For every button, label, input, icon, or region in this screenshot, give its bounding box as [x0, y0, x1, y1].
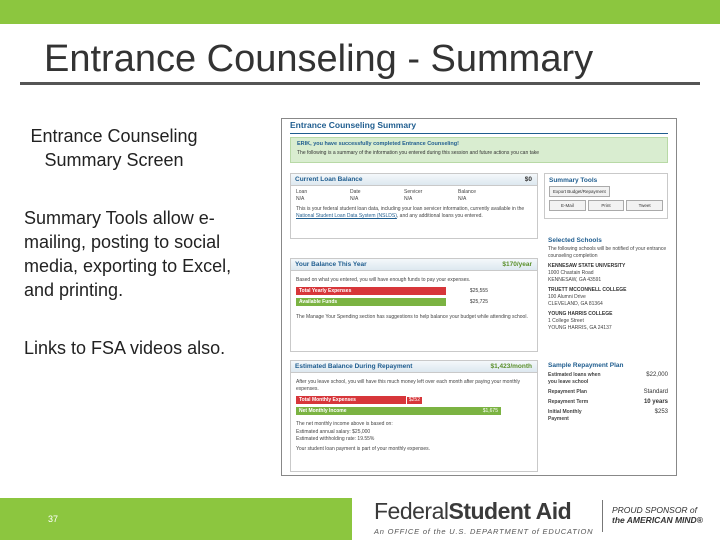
school-address: 1000 Chastain Road — [548, 270, 594, 276]
school-entry — [548, 263, 668, 284]
plan-value: $22,000 — [646, 372, 668, 378]
loan-note — [296, 206, 532, 220]
summary-screenshot — [281, 118, 677, 476]
current-loan-value: $0 — [524, 176, 532, 183]
current-loan-heading — [291, 174, 537, 186]
fsa-logo-light: Federal — [374, 498, 449, 524]
loan-col-header: Balance — [458, 189, 477, 195]
monthly-expenses-label: Total Monthly Expenses — [299, 397, 356, 403]
loan-table-header — [296, 189, 532, 196]
school-name: YOUNG HARRIS COLLEGE — [548, 311, 613, 317]
estimated-salary: Estimated annual salary: $25,000 — [296, 429, 371, 435]
nslds-link[interactable]: National Student Loan Data System (NSLDS) — [296, 213, 397, 219]
selected-schools-heading: Selected Schools — [548, 237, 602, 244]
sponsor-tagline — [612, 505, 716, 525]
plan-row — [548, 389, 668, 396]
loan-note-end: , and any additional loans you entered. — [396, 213, 483, 219]
print-button[interactable]: Print — [588, 200, 625, 211]
loan-payment-note: Your student loan payment is part of your monthly expenses. — [296, 446, 431, 452]
net-income-basis: The net monthly income above is based on: — [296, 421, 393, 427]
summary-page-title: Entrance Counseling Summary — [290, 120, 417, 130]
export-budget-button[interactable]: Export Budget/Repayment — [549, 186, 610, 197]
plan-value: Standard — [643, 389, 668, 395]
school-entry — [548, 287, 668, 308]
plan-label: Repayment Term — [548, 399, 589, 405]
net-income-bar — [296, 407, 501, 415]
fsa-logo-name — [374, 498, 594, 525]
balance-year-heading — [291, 259, 537, 271]
plan-row — [548, 409, 668, 423]
congratulations-banner — [290, 137, 668, 163]
monthly-expenses-bar — [296, 396, 420, 404]
plan-label: Repayment Plan — [548, 389, 587, 395]
school-entry — [548, 311, 668, 332]
manage-spending-note: The Manage Your Spending section has suggestions to help balance your budget while attending school. — [296, 314, 528, 320]
loan-col-header: Date — [350, 189, 361, 195]
available-funds-label: Available Funds — [299, 299, 338, 305]
share-tools-row — [549, 200, 663, 211]
withholding-rate: Estimated withholding rate: 19.55% — [296, 436, 375, 442]
sample-repayment-plan-section — [548, 362, 668, 423]
estimated-balance-value: $1,423/month — [490, 363, 532, 370]
email-button[interactable]: E-Mail — [549, 200, 586, 211]
tweet-button[interactable]: Tweet — [626, 200, 663, 211]
sponsor-line-2: the AMERICAN MIND® — [612, 515, 703, 525]
balance-year-value: $170/year — [502, 261, 532, 268]
congrats-line-2: The following is a summary of the information you entered during this session and future actions you can take — [297, 150, 540, 156]
left-paragraph-2: Summary Tools allow e-mailing, posting to social media, exporting to Excel, and printing. — [24, 208, 232, 300]
plan-value: $253 — [654, 409, 668, 415]
logo-divider — [602, 500, 603, 532]
school-address: 100 Alumni Drive — [548, 294, 586, 300]
loan-col-header: Loan — [296, 189, 308, 195]
school-address: CLEVELAND, GA 81364 — [548, 301, 603, 307]
fsa-logo-bold: Student Aid — [448, 498, 572, 524]
yearly-expenses-label: Total Yearly Expenses — [299, 288, 352, 294]
loan-note-text: This is your federal student loan data, including your loan servicer information, currently available in the — [296, 206, 525, 212]
left-paragraph-3: Links to FSA videos also. — [24, 338, 226, 358]
estimated-balance-heading — [291, 361, 537, 373]
yearly-expenses-bar — [296, 287, 488, 295]
loan-col-header: Servicer — [404, 189, 423, 195]
school-name: KENNESAW STATE UNIVERSITY — [548, 263, 626, 269]
plan-row — [548, 399, 668, 406]
net-income-value: $1,675 — [482, 408, 498, 414]
plan-label: Initial Monthly Payment — [548, 409, 582, 422]
fsa-logo-subtitle: An OFFICE of the U.S. DEPARTMENT of EDUCATION — [374, 527, 594, 536]
school-address: 1 College Street — [548, 318, 584, 324]
title-underline — [20, 82, 700, 85]
current-loan-heading-text: Current Loan Balance — [295, 176, 363, 183]
available-funds-value: $25,725 — [469, 299, 488, 305]
slide-title: Entrance Counseling - Summary — [44, 38, 594, 80]
available-funds-bar — [296, 298, 488, 306]
yearly-expenses-value: $25,555 — [469, 288, 488, 294]
balance-year-heading-text: Your Balance This Year — [295, 261, 367, 268]
school-name: TRUETT MCCONNELL COLLEGE — [548, 287, 627, 293]
repayment-plan-heading: Sample Repayment Plan — [548, 362, 624, 369]
school-address: YOUNG HARRIS, GA 24137 — [548, 325, 612, 331]
left-text-column — [24, 124, 248, 360]
balance-this-year-panel — [290, 258, 538, 352]
sponsor-line-1: PROUD SPONSOR of — [612, 505, 698, 515]
balance-year-note: Based on what you entered, you will have enough funds to pay your expenses. — [296, 277, 471, 283]
estimated-balance-heading-text: Estimated Balance During Repayment — [295, 363, 413, 370]
monthly-expenses-value: $252 — [408, 397, 420, 403]
loan-cell: N/A — [458, 196, 467, 202]
summary-tools-panel — [544, 173, 668, 219]
loan-cell: N/A — [350, 196, 359, 202]
net-income-label: Net Monthly Income — [299, 408, 347, 414]
plan-value: 10 years — [643, 399, 668, 405]
plan-row — [548, 372, 668, 386]
selected-schools-note: The following schools will be notified of your entrance counseling completion — [548, 246, 667, 259]
federal-student-aid-logo — [374, 498, 594, 538]
plan-label: Estimated loans when you leave school — [548, 372, 601, 385]
current-loan-balance-panel — [290, 173, 538, 239]
loan-table-row — [296, 196, 532, 203]
left-paragraph-1: Entrance Counseling Summary Screen — [30, 126, 198, 170]
estimated-balance-note: After you leave school, you will have this much money left over each month after paying your monthly expenses. — [296, 379, 521, 392]
summary-tools-heading: Summary Tools — [549, 177, 598, 184]
loan-cell: N/A — [404, 196, 413, 202]
loan-cell: N/A — [296, 196, 305, 202]
school-address: KENNESAW, GA 43591 — [548, 277, 602, 283]
page-number: 37 — [48, 514, 59, 524]
selected-schools-section — [548, 237, 668, 332]
congrats-line-1: ERIK, you have successfully completed Entrance Counseling! — [297, 141, 459, 147]
estimated-balance-panel — [290, 360, 538, 472]
summary-title-rule — [290, 133, 668, 134]
top-accent-band — [0, 0, 720, 24]
